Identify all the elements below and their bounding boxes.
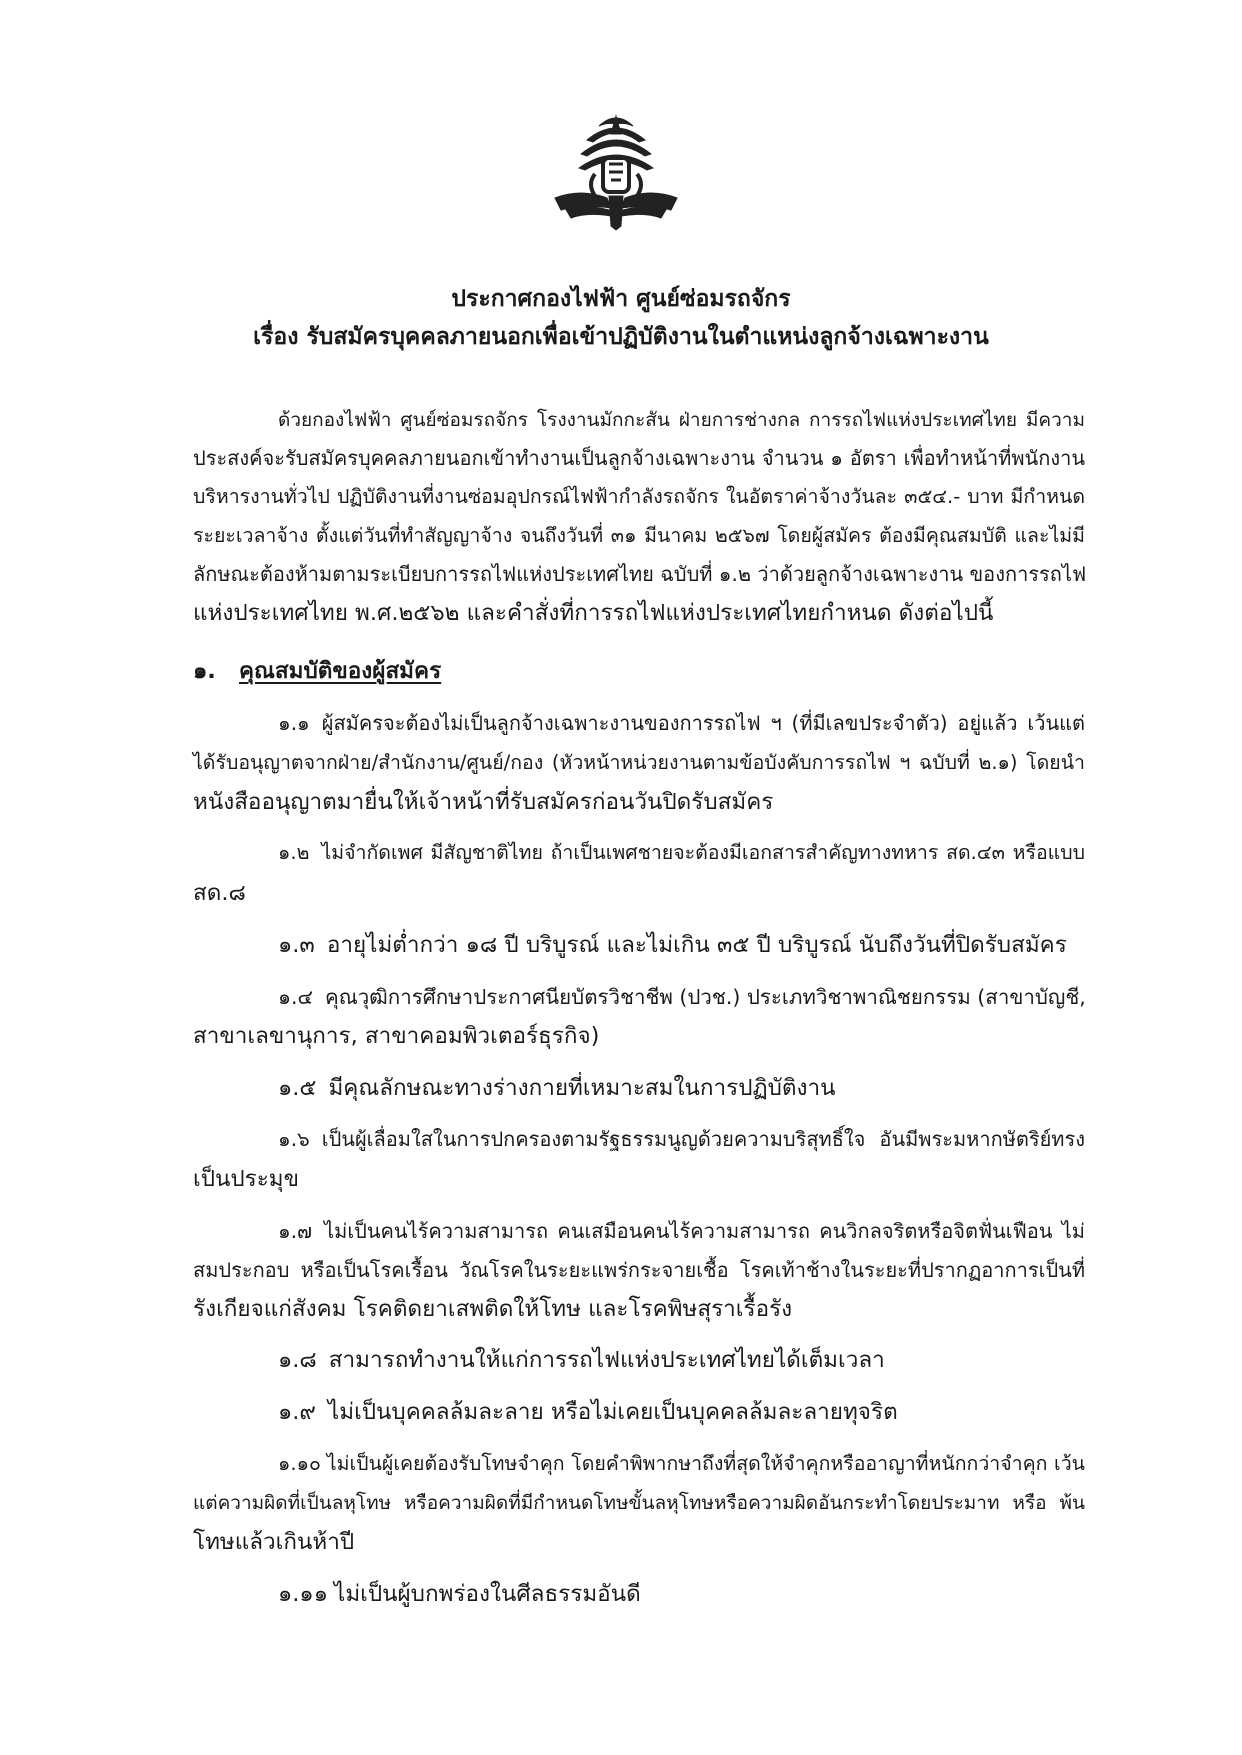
item-number: ๑.๒ bbox=[278, 841, 310, 864]
item-text: อายุไม่ต่ำกว่า ๑๘ ปี บริบูรณ์ และไม่เกิน ๓๕ ปี บริบูรณ์ นับถึงวันที่ปิดรับสมัคร bbox=[326, 932, 1067, 958]
item-number: ๑.๑๐ bbox=[278, 1452, 321, 1475]
state-railway-emblem-icon bbox=[551, 112, 681, 232]
item-number: ๑.๘ bbox=[278, 1347, 317, 1373]
list-item bbox=[278, 1577, 1085, 1611]
item-text: ไม่เป็นคนไร้ความสามารถ คนเสมือนคนไร้ความสามารถ คนวิกลจริตหรือจิตฟั่นเฟือน ไม่ bbox=[324, 1219, 1085, 1243]
item-continuation: หนังสืออนุญาตมายื่นให้เจ้าหน้าที่รับสมัครก่อนวันปิดรับสมัคร bbox=[193, 789, 774, 815]
document-subject: เรื่อง รับสมัครบุคคลภายนอกเพื่อเข้าปฏิบัติงานในตำแหน่งลูกจ้างเฉพาะงาน bbox=[253, 324, 989, 350]
item-text: มีคุณลักษณะทางร่างกายที่เหมาะสมในการปฏิบัติงาน bbox=[328, 1075, 836, 1101]
list-item bbox=[278, 1214, 1085, 1248]
item-continuation: เป็นประมุข bbox=[193, 1166, 300, 1192]
list-item bbox=[278, 706, 1085, 740]
intro-line: ระยะเวลาจ้าง ตั้งแต่วันที่ทำสัญญาจ้าง จนถึงวันที่ ๓๑ มีนาคม ๒๕๖๗ โดยผู้สมัคร ต้องมีคุณสมบัติ และไม่มี bbox=[193, 524, 1085, 547]
item-number: ๑.๙ bbox=[278, 1399, 316, 1425]
item-number: ๑.๓ bbox=[278, 932, 315, 958]
item-continuation: สาขาเลขานุการ, สาขาคอมพิวเตอร์ธุรกิจ) bbox=[193, 1023, 600, 1049]
section-title: คุณสมบัติของผู้สมัคร bbox=[239, 658, 442, 684]
item-number: ๑.๔ bbox=[278, 985, 314, 1009]
section-number: ๑. bbox=[193, 658, 216, 684]
item-text: ผู้สมัครจะต้องไม่เป็นลูกจ้างเฉพาะงานของการรถไฟ ฯ (ที่มีเลขประจำตัว) อยู่แล้ว เว้นแต่ bbox=[321, 711, 1085, 735]
item-text: ไม่เป็นผู้เคยต้องรับโทษจำคุก โดยคำพิพากษาถึงที่สุดให้จำคุกหรืออาญาที่หนักกว่าจำคุก เว้น bbox=[326, 1452, 1085, 1475]
document-title: ประกาศกองไฟฟ้า ศูนย์ซ่อมรถจักร bbox=[451, 286, 791, 312]
item-continuation: แต่ความผิดที่เป็นลหุโทษ หรือความผิดที่มีกำหนดโทษขั้นลหุโทษหรือความผิดอันกระทำโดยประมาท หรือ พ้น bbox=[193, 1492, 1085, 1514]
item-number: ๑.๑๑ bbox=[278, 1581, 328, 1607]
item-text: ไม่จำกัดเพศ มีสัญชาติไทย ถ้าเป็นเพศชายจะต้องมีเอกสารสำคัญทางทหาร สด.๔๓ หรือแบบ bbox=[321, 841, 1085, 864]
intro-line: บริหารงานทั่วไป ปฏิบัติงานที่งานซ่อมอุปกรณ์ไฟฟ้ากำลังรถจักร ในอัตราค่าจ้างวันละ ๓๕๔.- บาท มีกำหนด bbox=[193, 485, 1085, 508]
item-number: ๑.๕ bbox=[278, 1075, 317, 1101]
list-item bbox=[278, 928, 1085, 962]
intro-line: แห่งประเทศไทย พ.ศ.๒๕๖๒ และคำสั่งที่การรถไฟแห่งประเทศไทยกำหนด ดังต่อไปนี้ bbox=[193, 600, 994, 626]
intro-line: ประสงค์จะรับสมัครบุคคลภายนอกเข้าทำงานเป็นลูกจ้างเฉพาะงาน จำนวน ๑ อัตรา เพื่อทำหน้าที่พนักงาน bbox=[193, 446, 1085, 470]
intro-line: ด้วยกองไฟฟ้า ศูนย์ซ่อมรถจักร โรงงานมักกะสัน ฝ่ายการช่างกล การรถไฟแห่งประเทศไทย มีความ bbox=[278, 409, 1085, 431]
item-number: ๑.๖ bbox=[278, 1127, 310, 1151]
list-item bbox=[278, 1071, 1085, 1105]
list-item bbox=[278, 836, 1085, 870]
item-text: เป็นผู้เลื่อมใสในการปกครองตามรัฐธรรมนูญด้วยความบริสุทธิ์ใจ อันมีพระมหากษัตริย์ทรง bbox=[321, 1127, 1085, 1151]
item-continuation: โทษแล้วเกินห้าปี bbox=[193, 1529, 355, 1555]
item-text: คุณวุฒิการศึกษาประกาศนียบัตรวิชาชีพ (ปวช.) ประเภทวิชาพาณิชยกรรม (สาขาบัญชี, bbox=[325, 985, 1086, 1009]
item-continuation: สด.๘ bbox=[193, 880, 246, 906]
intro-line: ลักษณะต้องห้ามตามระเบียบการรถไฟแห่งประเทศไทย ฉบับที่ ๑.๒ ว่าด้วยลูกจ้างเฉพาะงาน ของการรถไฟ bbox=[193, 562, 1087, 586]
list-item bbox=[278, 1122, 1085, 1156]
list-item bbox=[278, 1447, 1085, 1481]
list-item bbox=[278, 1343, 1085, 1377]
list-item bbox=[278, 1395, 1085, 1429]
item-text: สามารถทำงานให้แก่การรถไฟแห่งประเทศไทยได้เต็มเวลา bbox=[328, 1347, 885, 1373]
item-continuation: ได้รับอนุญาตจากฝ่าย/สำนักงาน/ศูนย์/กอง (หัวหน้าหน่วยงานตามข้อบังคับการรถไฟ ฯ ฉบับที่ ๒.๑) โดยนำ bbox=[193, 751, 1085, 774]
item-number: ๑.๑ bbox=[278, 711, 310, 735]
list-item bbox=[278, 980, 1085, 1014]
item-text: ไม่เป็นบุคคลล้มละลาย หรือไม่เคยเป็นบุคคลล้มละลายทุจริต bbox=[327, 1399, 898, 1425]
item-continuation: รังเกียจแก่สังคม โรคติดยาเสพติดให้โทษ และโรคพิษสุราเรื้อรัง bbox=[193, 1296, 793, 1322]
item-number: ๑.๗ bbox=[278, 1219, 313, 1243]
section-heading bbox=[193, 654, 1085, 688]
item-continuation: สมประกอบ หรือเป็นโรคเรื้อน วัณโรคในระยะแพร่กระจายเชื้อ โรคเท้าช้างในระยะที่ปรากฏอาการเป็นที่ bbox=[193, 1258, 1085, 1282]
item-text: ไม่เป็นผู้บกพร่องในศีลธรรมอันดี bbox=[334, 1581, 641, 1607]
